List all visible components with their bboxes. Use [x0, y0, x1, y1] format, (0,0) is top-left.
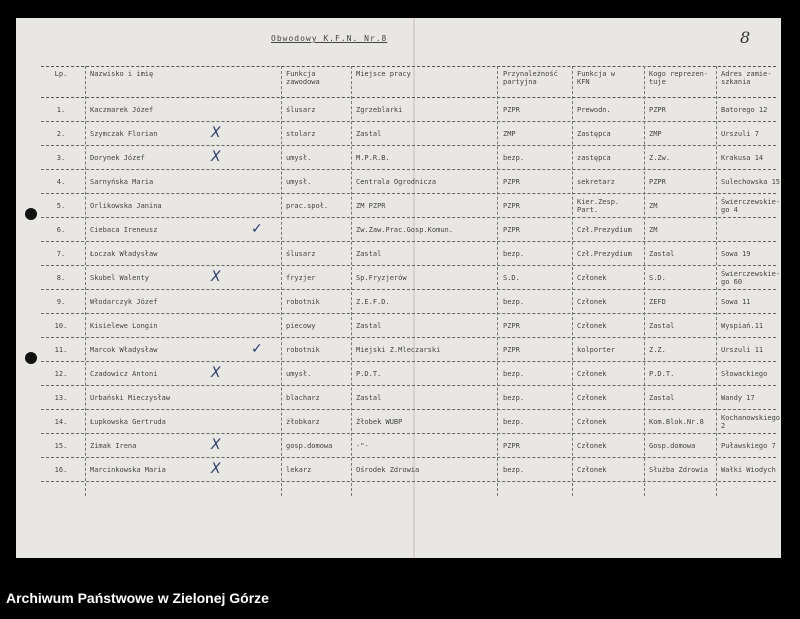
- cell-party: PZPR: [503, 201, 520, 210]
- cell-lp: 10.: [54, 321, 68, 330]
- cell-lp: 16.: [54, 465, 68, 474]
- column-divider: [716, 66, 717, 496]
- cell-rep: Gosp.domowa: [649, 441, 696, 450]
- table-header: [41, 66, 776, 98]
- cell-func: robotnik: [286, 345, 320, 354]
- cell-lp: 5.: [56, 201, 66, 210]
- archive-footer: [0, 581, 800, 619]
- cell-party: PZPR: [503, 225, 520, 234]
- cell-addr: Puławskiego 7: [721, 441, 776, 450]
- cell-lp: 4.: [56, 177, 66, 186]
- cell-rep: S.D.: [649, 273, 666, 282]
- table-row: [41, 410, 781, 434]
- cell-party: bezp.: [503, 249, 525, 258]
- column-divider: [281, 66, 282, 496]
- cell-kfn: Członek: [577, 273, 607, 282]
- cell-func: stolarz: [286, 129, 316, 138]
- table-row: [41, 170, 781, 194]
- cell-kfn: kolporter: [577, 345, 615, 354]
- cell-lp: 14.: [54, 417, 68, 426]
- cell-party: bezp.: [503, 417, 525, 426]
- cell-party: bezp.: [503, 153, 525, 162]
- page-number: 8: [740, 28, 751, 47]
- cell-work: ZM PZPR: [356, 201, 386, 210]
- table-row: [41, 218, 776, 242]
- cell-func: umysł.: [286, 153, 312, 162]
- cell-addr: [719, 218, 785, 241]
- cell-lp: 13.: [54, 393, 68, 402]
- cell-addr: Wandy 17: [721, 393, 755, 402]
- cell-addr: Wałki Wiodych: [721, 465, 776, 474]
- column-divider: [497, 66, 498, 496]
- cell-name: Włodarczyk Józef: [90, 297, 158, 306]
- column-divider: [85, 66, 86, 496]
- cell-party: ZMP: [503, 129, 516, 138]
- cell-lp: 8.: [56, 273, 66, 282]
- cell-party: PZPR: [503, 345, 520, 354]
- cell-name: Kaczmarek Józef: [90, 105, 154, 114]
- table-row: [41, 386, 776, 410]
- handwritten-mark: X: [211, 365, 221, 381]
- cell-addr: Sowa 11: [721, 297, 751, 306]
- cell-rep: PZPR: [649, 105, 666, 114]
- cell-func: umysł.: [286, 369, 312, 378]
- cell-kfn: Czł.Prezydium: [577, 225, 632, 234]
- cell-rep: Zastal: [649, 393, 675, 402]
- table-row: [41, 146, 776, 170]
- cell-name: Orlikowska Janina: [90, 201, 162, 210]
- cell-addr: Urszuli 11: [721, 345, 764, 354]
- cell-work: Żłobek WUBP: [356, 417, 403, 426]
- header-kfn: Funkcja w KFN: [577, 70, 615, 86]
- cell-rep: ZEFD: [649, 297, 666, 306]
- cell-work: -"-: [356, 441, 369, 450]
- handwritten-mark: X: [211, 149, 221, 165]
- cell-func: ślusarz: [286, 105, 316, 114]
- cell-work: Zgrzeblarki: [356, 105, 403, 114]
- table-row: [41, 338, 776, 362]
- cell-kfn: Członek: [577, 441, 607, 450]
- table-row: [41, 314, 776, 338]
- header-rep: Kogo reprezen- tuje: [649, 70, 709, 86]
- document-sheet: [16, 18, 781, 558]
- cell-work: Zastal: [356, 393, 382, 402]
- cell-lp: 11.: [54, 345, 68, 354]
- handwritten-mark: X: [211, 269, 221, 285]
- cell-rep: P.D.T.: [649, 369, 675, 378]
- cell-kfn: zastępca: [577, 153, 611, 162]
- cell-kfn: sekretarz: [577, 177, 615, 186]
- handwritten-mark: X: [211, 461, 221, 477]
- table-body: [41, 98, 781, 482]
- column-divider: [572, 66, 573, 496]
- table-row: [41, 194, 781, 218]
- cell-addr: Batorego 12: [721, 105, 768, 114]
- cell-name: Skubel Walenty: [90, 273, 150, 282]
- cell-addr: Wyspiań.11: [721, 321, 764, 330]
- header-addr: Adres zamie- szkania: [721, 70, 772, 86]
- handwritten-mark: X: [211, 125, 221, 141]
- cell-lp: 7.: [56, 249, 66, 258]
- cell-lp: 15.: [54, 441, 68, 450]
- cell-party: bezp.: [503, 393, 525, 402]
- cell-kfn: Kier.Zesp. Part.: [577, 197, 620, 214]
- cell-addr: Sowa 19: [721, 249, 751, 258]
- cell-lp: 3.: [56, 153, 66, 162]
- members-table: [41, 66, 781, 482]
- cell-party: PZPR: [503, 321, 520, 330]
- handwritten-mark: ✓: [251, 221, 263, 237]
- cell-func: lekarz: [286, 465, 312, 474]
- cell-kfn: Czł.Prezydium: [577, 249, 632, 258]
- cell-party: bezp.: [503, 465, 525, 474]
- cell-rep: PZPR: [649, 177, 666, 186]
- header-party: Przynależność partyjna: [503, 70, 558, 86]
- cell-func: [284, 218, 352, 241]
- cell-work: Z.E.F.D.: [356, 297, 390, 306]
- table-row: [41, 242, 776, 266]
- cell-func: fryzjer: [286, 273, 316, 282]
- cell-party: bezp.: [503, 369, 525, 378]
- cell-work: Ośrodek Zdrowia: [356, 465, 420, 474]
- cell-name: Urbański Mieczysław: [90, 393, 171, 402]
- cell-rep: Służba Zdrowia: [649, 465, 709, 474]
- cell-lp: 12.: [54, 369, 68, 378]
- handwritten-mark: ✓: [251, 341, 263, 357]
- cell-addr: Świerczewskie- go 4: [721, 197, 781, 214]
- cell-rep: Z.Zw.: [649, 153, 671, 162]
- cell-func: ślusarz: [286, 249, 316, 258]
- cell-kfn: Członek: [577, 393, 607, 402]
- cell-func: piecowy: [286, 321, 316, 330]
- archive-label: Archiwum Państwowe w Zielonej Górze: [6, 590, 269, 606]
- cell-work: Miejski Z.Mleczarski: [356, 345, 441, 354]
- cell-name: Dorynek Józef: [90, 153, 145, 162]
- cell-func: żłobkarz: [286, 417, 320, 426]
- column-divider: [644, 66, 645, 496]
- cell-work: Sp.Fryzjerów: [356, 273, 407, 282]
- cell-rep: ZM: [649, 225, 658, 234]
- cell-name: Marcok Władysław: [90, 345, 158, 354]
- cell-name: Kisielewe Longin: [90, 321, 158, 330]
- cell-func: robotnik: [286, 297, 320, 306]
- header-func: Funkcja zawodowa: [286, 70, 320, 86]
- header-name: Nazwisko i imię: [90, 70, 154, 78]
- cell-work: Centrala Ogrodnicza: [356, 177, 437, 186]
- cell-kfn: Członek: [577, 297, 607, 306]
- cell-work: Zastal: [356, 321, 382, 330]
- header-work: Miejsce pracy: [356, 70, 411, 78]
- cell-name: Czadowicz Antoni: [90, 369, 158, 378]
- cell-func: blacharz: [286, 393, 320, 402]
- cell-kfn: Członek: [577, 369, 607, 378]
- punch-hole: [25, 208, 37, 220]
- cell-lp: 6.: [56, 225, 66, 234]
- table-row: [41, 362, 776, 386]
- cell-work: M.P.R.B.: [356, 153, 390, 162]
- cell-name: Łoczak Władysław: [90, 249, 158, 258]
- document-title: Obwodowy K.F.N. Nr.8: [271, 34, 388, 43]
- cell-func: prac.społ.: [286, 201, 329, 210]
- cell-addr: Kochanowskiego 2: [721, 413, 781, 430]
- punch-hole: [25, 352, 37, 364]
- cell-rep: ZM: [649, 201, 658, 210]
- cell-func: umysł.: [286, 177, 312, 186]
- cell-work: Zastal: [356, 129, 382, 138]
- table-row: [41, 434, 776, 458]
- table-row: [41, 98, 776, 122]
- cell-addr: Urszuli 7: [721, 129, 759, 138]
- table-row: [41, 458, 776, 482]
- cell-addr: Słowackiego: [721, 369, 768, 378]
- cell-party: PZPR: [503, 105, 520, 114]
- cell-lp: 2.: [56, 129, 66, 138]
- cell-name: Łupkowska Gertruda: [90, 417, 166, 426]
- cell-rep: ZMP: [649, 129, 662, 138]
- cell-addr: Krakusa 14: [721, 153, 764, 162]
- cell-kfn: Prewodn.: [577, 105, 611, 114]
- table-row: [41, 266, 781, 290]
- cell-addr: Świerczewskie- go 60: [721, 269, 781, 286]
- cell-work: Zastal: [356, 249, 382, 258]
- cell-rep: Zastal: [649, 249, 675, 258]
- cell-rep: Kom.Blok.Nr.8: [649, 417, 704, 426]
- table-row: [41, 122, 776, 146]
- cell-lp: 9.: [56, 297, 66, 306]
- cell-party: S.D.: [503, 273, 520, 282]
- column-divider: [351, 66, 352, 496]
- cell-func: gosp.domowa: [286, 441, 333, 450]
- cell-addr: Sulechowska 15: [721, 177, 781, 186]
- cell-kfn: Członek: [577, 321, 607, 330]
- cell-name: Ciebaca Ireneusz: [90, 225, 158, 234]
- table-row: [41, 290, 776, 314]
- cell-work: P.D.T.: [356, 369, 382, 378]
- header-lp: Lp.: [54, 70, 68, 78]
- cell-rep: Zastal: [649, 321, 675, 330]
- cell-kfn: Zastępca: [577, 129, 611, 138]
- cell-kfn: Członek: [577, 465, 607, 474]
- handwritten-mark: X: [211, 437, 221, 453]
- cell-party: PZPR: [503, 441, 520, 450]
- cell-party: PZPR: [503, 177, 520, 186]
- cell-name: Sarnyńska Maria: [90, 177, 154, 186]
- cell-work: Zw.Zaw.Prac.Gosp.Komun.: [356, 225, 453, 234]
- cell-lp: 1.: [56, 105, 66, 114]
- cell-rep: Z.Z.: [649, 345, 666, 354]
- cell-kfn: Członek: [577, 417, 607, 426]
- cell-party: bezp.: [503, 297, 525, 306]
- cell-name: Marcinkowska Maria: [90, 465, 166, 474]
- cell-name: Zimak Irena: [90, 441, 137, 450]
- cell-name: Szymczak Florian: [90, 129, 158, 138]
